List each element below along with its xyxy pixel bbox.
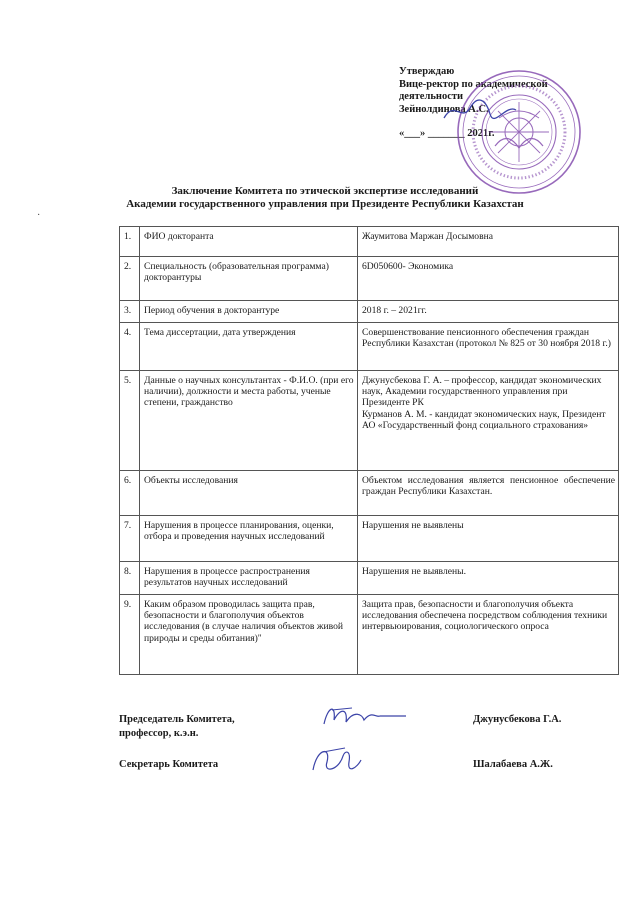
chair-name: Джунусбекова Г.А. — [473, 714, 562, 725]
approval-heading: Утверждаю — [399, 66, 455, 77]
conclusion-table — [119, 226, 619, 675]
row-label: Период обучения в докторантуре — [140, 301, 358, 323]
row-value: Жаумитова Маржан Досымовна — [358, 227, 619, 257]
table-row — [120, 371, 619, 471]
approval-date: «___» _______ 2021г. — [399, 128, 495, 139]
secretary-signature-icon — [305, 740, 365, 782]
row-number: 4. — [120, 323, 140, 371]
margin-mark: · — [37, 210, 41, 221]
row-label: ФИО докторанта — [140, 227, 358, 257]
row-number: 2. — [120, 257, 140, 301]
document-title — [110, 185, 540, 211]
official-seal-icon — [455, 68, 583, 196]
row-label: Нарушения в процессе планирования, оценки, отбора и проведения научных исследований — [140, 516, 358, 562]
document-title-line2: Академии государственного управления при Президенте Республики Казахстан — [126, 198, 524, 210]
row-label: Данные о научных консультантах - Ф.И.О. (при его наличии), должности и места работы, ученые степени, гражданство — [140, 371, 358, 471]
approval-signature-icon — [440, 96, 520, 126]
row-label: Объекты исследования — [140, 471, 358, 516]
row-value: Объектом исследования является пенсионное обеспечение граждан Республики Казахстан. — [358, 471, 619, 516]
chair-title — [119, 713, 235, 741]
row-value: 6D050600- Экономика — [358, 257, 619, 301]
row-label: Нарушения в процессе распространения результатов научных исследований — [140, 562, 358, 595]
row-value: Совершенствование пенсионного обеспечения граждан Республики Казахстан (протокол № 825 от 30 ноября 2018 г.) — [358, 323, 619, 371]
table-row — [120, 562, 619, 595]
table-row — [120, 595, 619, 675]
row-label: Тема диссертации, дата утверждения — [140, 323, 358, 371]
row-number: 8. — [120, 562, 140, 595]
table-row — [120, 257, 619, 301]
secretary-title: Секретарь Комитета — [119, 759, 219, 770]
approver-position: Вице-ректор по академической — [399, 78, 548, 90]
row-value: Нарушения не выявлены. — [358, 562, 619, 595]
chair-signature-icon — [318, 700, 408, 732]
row-number: 9. — [120, 595, 140, 675]
approver-name: Зейнолдинова А.С. — [399, 103, 489, 115]
row-number: 3. — [120, 301, 140, 323]
chair-title-line1: Председатель Комитета, — [119, 714, 235, 725]
approver-position-cont: деятельности — [399, 91, 464, 102]
row-value: Защита прав, безопасности и благополучия объекта исследования обеспечена посредством соблюдения техники интервьюирования, социологического опроса — [358, 595, 619, 675]
chair-title-line2: профессор, к.э.н. — [119, 728, 199, 739]
row-number: 5. — [120, 371, 140, 471]
secretary-name: Шалабаева А.Ж. — [473, 759, 553, 770]
table-row — [120, 516, 619, 562]
row-value: 2018 г. – 2021гг. — [358, 301, 619, 323]
row-value: Нарушения не выявлены — [358, 516, 619, 562]
row-number: 1. — [120, 227, 140, 257]
row-number: 7. — [120, 516, 140, 562]
table-row — [120, 323, 619, 371]
table-row — [120, 301, 619, 323]
row-label: Каким образом проводилась защита прав, безопасности и благополучия объектов исследования (в случае наличия объектов живой природы и среды обитания)" — [140, 595, 358, 675]
table-row — [120, 227, 619, 257]
row-label: Специальность (образовательная программа) докторантуры — [140, 257, 358, 301]
row-number: 6. — [120, 471, 140, 516]
row-value: Джунусбекова Г. А. – профессор, кандидат экономических наук, Академии государственного управления при Президенте РК Курманов А. М. - кандидат экономических наук, Президент АО «Государственный фонд социального страхования» — [358, 371, 619, 471]
table-row — [120, 471, 619, 516]
document-title-line1: Заключение Комитета по этической экспертизе исследований — [171, 185, 479, 197]
